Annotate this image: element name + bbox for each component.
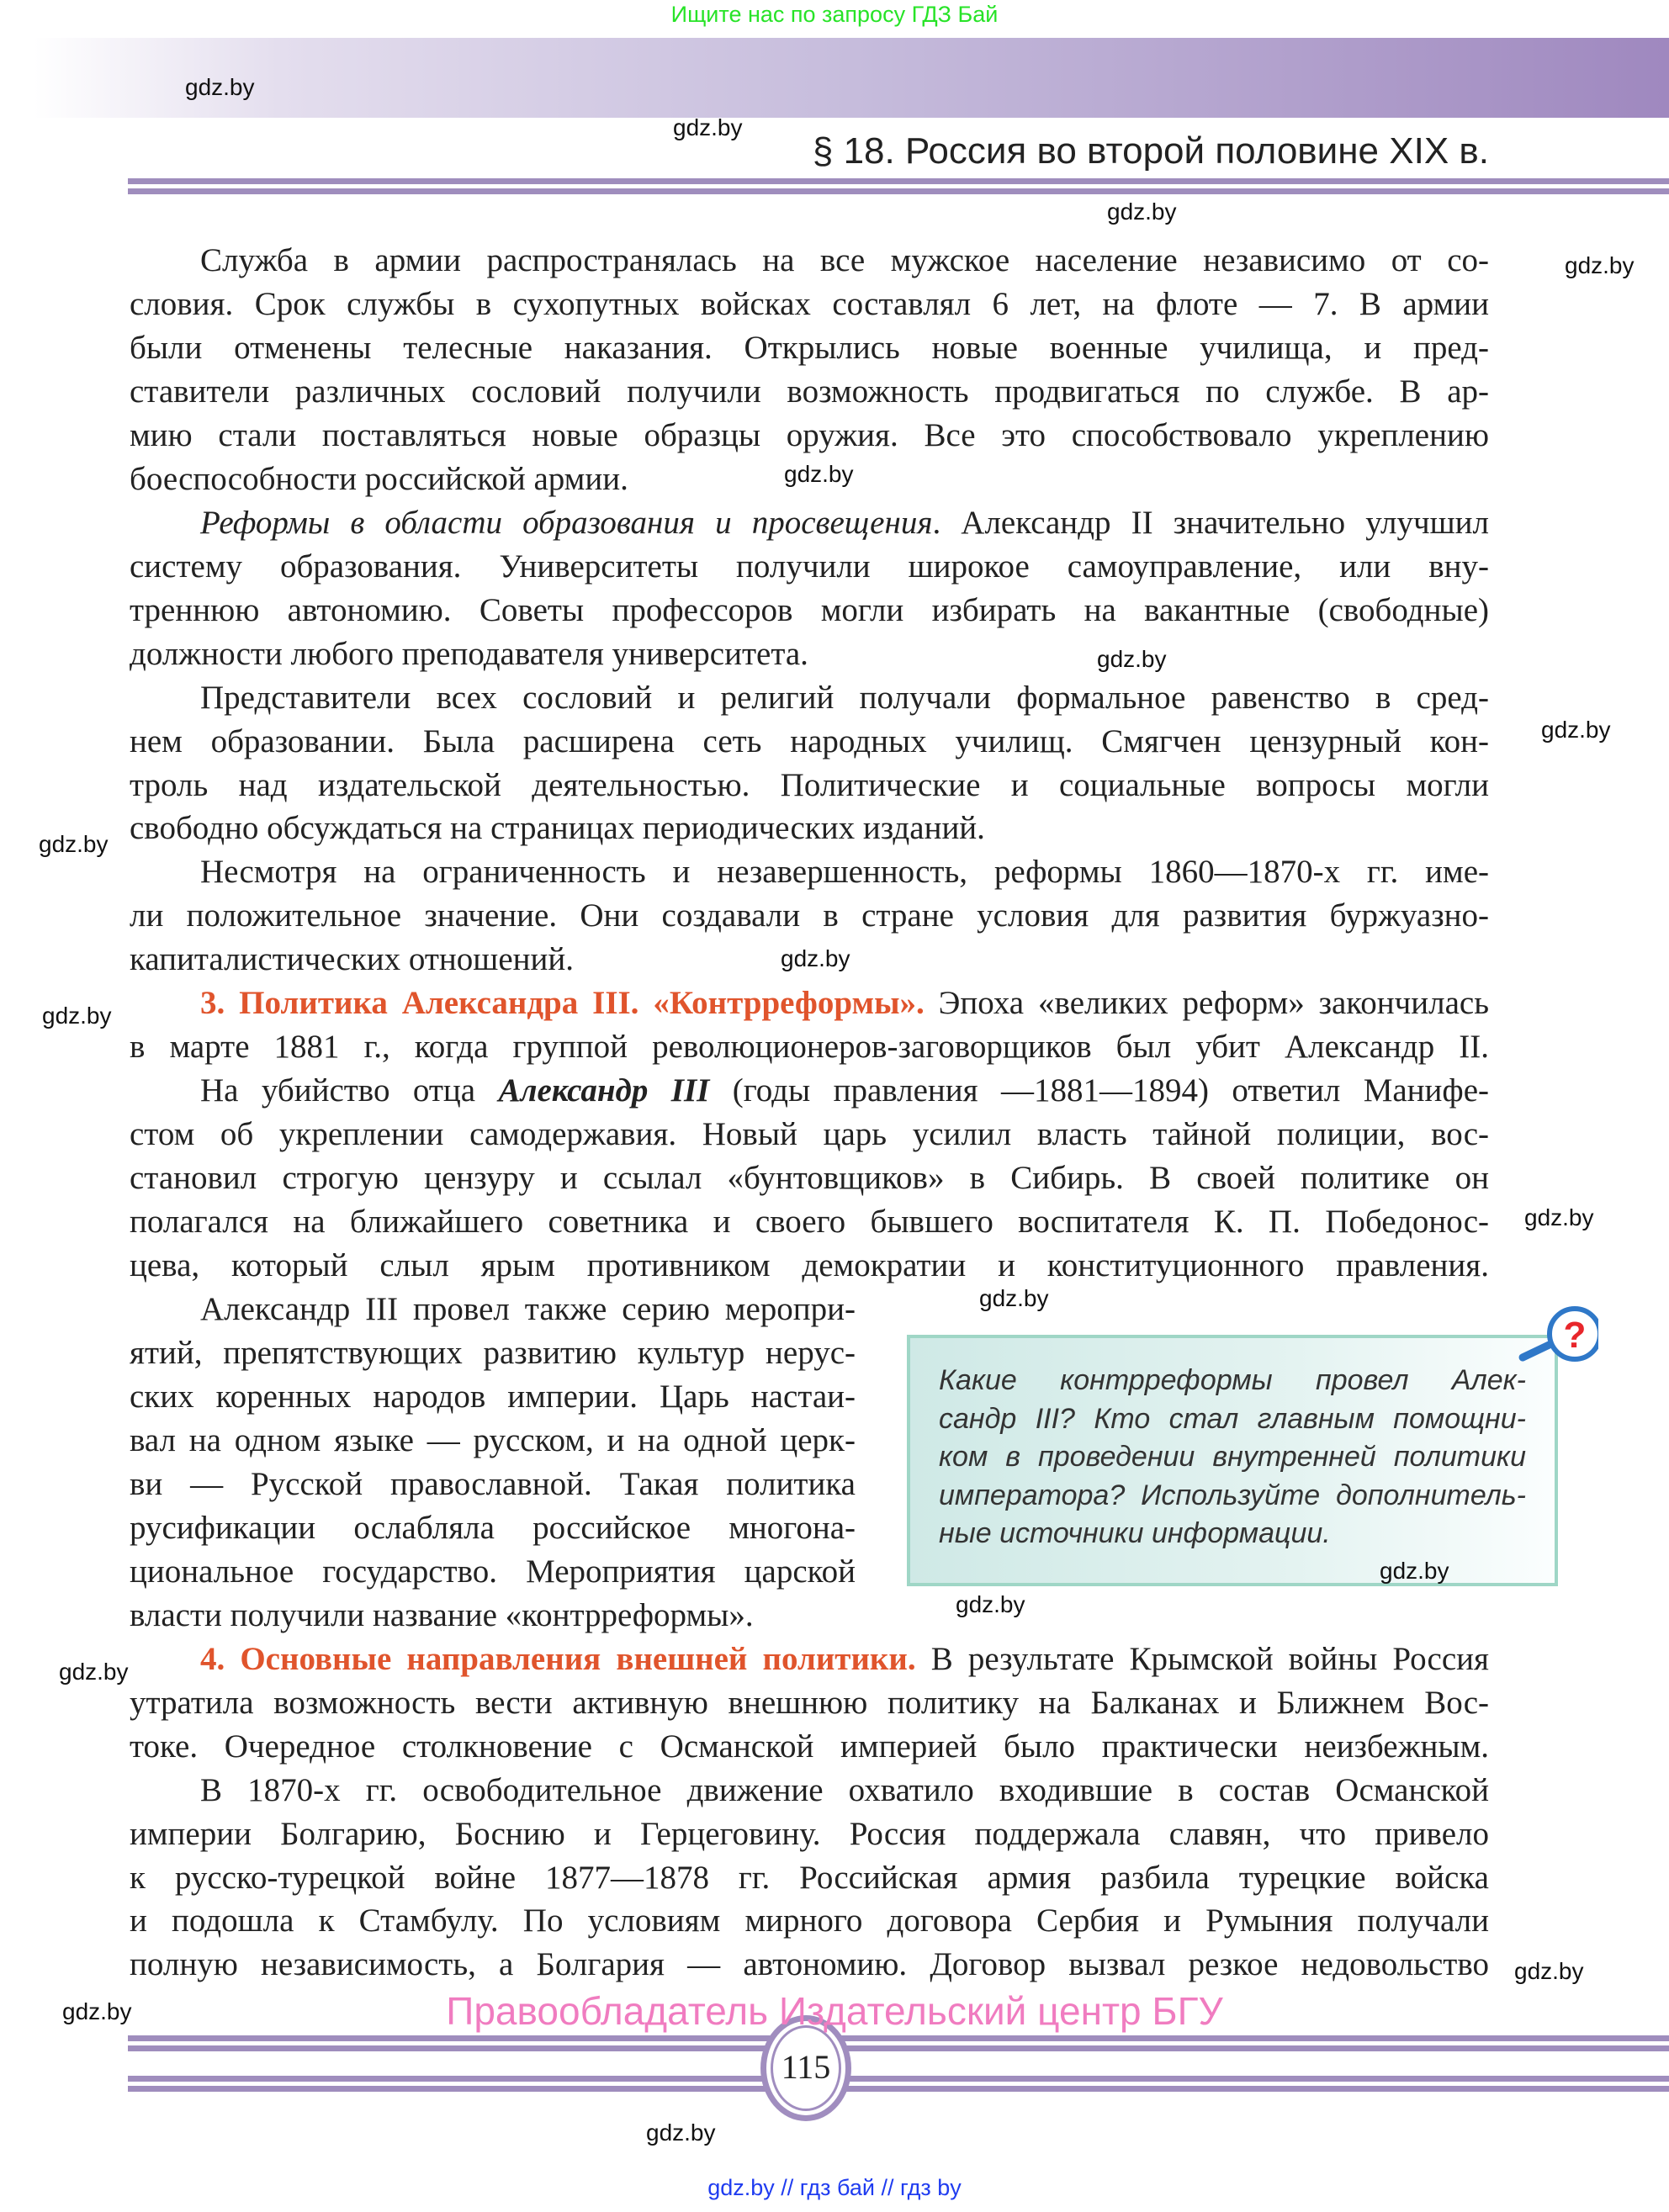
search-banner: Ищите нас по запросу ГДЗ Бай <box>670 2 999 27</box>
watermark: gdz.by <box>1541 717 1611 743</box>
text-segment: (годы правления —1881—1894) ответил Манифе- <box>709 1072 1489 1109</box>
text-segment: свободно обсуждаться на страницах периодических изданий. <box>130 810 985 847</box>
text-segment: Служба в армии распространялась на все мужское население независимо от со- <box>200 242 1489 278</box>
text-segment: систему образования. Университеты получили широкое самоуправление, или вну- <box>130 548 1489 585</box>
text-segment: ли положительное значение. Они создавали в стране условия для развития буржуазно- <box>130 897 1489 934</box>
text-line <box>130 807 1489 850</box>
footer-rule <box>128 2045 1669 2051</box>
page-number: 115 <box>781 2048 831 2086</box>
text-line <box>130 1244 1489 1288</box>
bottom-links[interactable]: gdz.by // гдз бай // гдз by <box>707 2175 962 2200</box>
text-line <box>130 982 1489 1025</box>
footer-rule <box>128 2035 1669 2041</box>
text-segment: стом об укреплении самодержавия. Новый царь усилил власть тайной полиции, вос- <box>130 1116 1489 1153</box>
text-segment: троль над издательской деятельностью. Политические и социальные вопросы могли <box>130 766 1489 803</box>
text-segment: ви — Русской православной. Такая политика <box>130 1465 856 1502</box>
text-line <box>130 894 1489 938</box>
text-line <box>130 676 1489 720</box>
watermark: gdz.by <box>42 1003 112 1029</box>
text-segment: В результате Крымской войны Россия <box>915 1640 1489 1677</box>
text-line <box>130 1506 856 1550</box>
text-line <box>130 1681 1489 1725</box>
text-segment: Представители всех сословий и религий получали формальное равенство в сред- <box>200 679 1489 716</box>
watermark: gdz.by <box>1380 1558 1449 1584</box>
watermark: gdz.by <box>646 2119 716 2146</box>
text-line <box>130 1331 856 1375</box>
text-segment: Несмотря на ограниченность и незавершенность, реформы 1860—1870-х гг. име- <box>200 854 1489 891</box>
text-line <box>130 501 1489 545</box>
svg-text:?: ? <box>1563 1315 1587 1356</box>
emphasis-text: Реформы в области образования и просвещения <box>200 504 933 541</box>
text-segment: ставители различных сословий получили возможность продвигаться по службе. В ар- <box>130 373 1489 410</box>
text-segment: цева, который слыл ярым противником демократии и конституционного правления. <box>130 1247 1489 1284</box>
text-line <box>130 370 1489 414</box>
question-line: ные источники информации. <box>939 1517 1331 1549</box>
text-line <box>130 1156 1489 1200</box>
text-segment: к русско-турецкой войне 1877—1878 гг. Российская армия разбила турецкие войска <box>130 1859 1489 1896</box>
watermark: gdz.by <box>956 1591 1025 1617</box>
question-line: ком в проведении внутренней политики <box>939 1441 1526 1473</box>
text-line <box>130 632 1489 676</box>
section-heading: 3. Политика Александра III. «Контрреформы». <box>200 985 925 1022</box>
magnifier-question-icon <box>1514 1305 1598 1373</box>
text-segment: На убийство отца <box>200 1072 499 1109</box>
text-line <box>130 1200 1489 1244</box>
emphasis-text: Александр III <box>498 1072 710 1109</box>
text-segment: утратила возможность вести активную внешнюю политику на Балканах и Ближнем Вос- <box>130 1684 1489 1721</box>
footer-rule <box>128 2076 1669 2082</box>
watermark: gdz.by <box>62 1998 132 2024</box>
question-line: сандр III? Кто стал главным помощни- <box>939 1402 1526 1435</box>
text-line <box>130 1899 1489 1943</box>
text-line <box>130 1769 1489 1812</box>
text-line <box>130 720 1489 764</box>
question-line: Какие контрреформы провел Алек- <box>939 1364 1526 1396</box>
text-segment: полагался на ближайшего советника и своего бывшего воспитателя К. П. Победонос- <box>130 1204 1489 1241</box>
watermark: gdz.by <box>784 461 854 487</box>
watermark: gdz.by <box>1514 1958 1584 1984</box>
text-line <box>130 326 1489 370</box>
header-rule <box>128 178 1669 184</box>
text-segment: словия. Срок службы в сухопутных войсках составлял 6 лет, на флоте — 7. В армии <box>130 285 1489 322</box>
text-segment: боеспособности российской армии. <box>130 460 628 497</box>
text-line <box>130 1419 856 1463</box>
watermark: gdz.by <box>673 114 743 140</box>
watermark: gdz.by <box>979 1285 1049 1311</box>
watermark: gdz.by <box>185 74 255 100</box>
text-segment: и подошла к Стамбулу. По условиям мирного договора Сербия и Румыния получали <box>130 1902 1489 1939</box>
section-heading: 4. Основные направления внешней политики. <box>200 1640 916 1677</box>
text-segment: мию стали поставляться новые образцы оружия. Все это способствовало укреплению <box>130 416 1489 453</box>
text-line <box>130 283 1489 326</box>
text-line <box>130 239 1489 283</box>
text-line <box>130 764 1489 807</box>
text-segment: . Александр II значительно улучшил <box>932 504 1489 541</box>
text-line <box>130 1288 856 1331</box>
watermark: gdz.by <box>1565 252 1635 278</box>
text-line <box>130 1463 856 1506</box>
text-segment: власти получили название «контрреформы». <box>130 1596 754 1633</box>
header-rule <box>128 188 1669 194</box>
watermark: gdz.by <box>1107 198 1177 225</box>
text-segment: должности любого преподавателя университета. <box>130 635 808 672</box>
text-segment: Эпоха «великих реформ» закончилась <box>924 985 1489 1022</box>
text-segment: в марте 1881 г., когда группой революционеров-заговорщиков был убит Александр II. <box>130 1029 1489 1066</box>
text-segment: циональное государство. Мероприятия царской <box>130 1553 856 1590</box>
text-line <box>130 1550 856 1594</box>
text-segment: русификации ослабляла российское многона- <box>130 1509 856 1546</box>
text-line <box>130 1025 1489 1069</box>
text-line <box>130 1113 1489 1156</box>
text-segment: В 1870-х гг. освободительное движение охватило входившие в состав Османской <box>200 1771 1489 1808</box>
text-line <box>130 589 1489 632</box>
copyright-watermark: Правообладатель Издательский центр БГУ <box>446 1989 1223 2033</box>
text-line <box>130 1725 1489 1769</box>
text-segment: капиталистических отношений. <box>130 941 575 978</box>
text-line <box>130 545 1489 589</box>
text-line <box>130 850 1489 894</box>
text-segment: становил строгую цензуру и ссылал «бунтовщиков» в Сибирь. В своей политике он <box>130 1160 1489 1197</box>
text-segment: были отменены телесные наказания. Открылись новые военные училища, и пред- <box>130 329 1489 366</box>
text-line <box>130 1943 1489 1987</box>
watermark: gdz.by <box>1524 1204 1594 1230</box>
text-line <box>130 414 1489 458</box>
page-title: § 18. Россия во второй половине XIX в. <box>812 130 1489 172</box>
text-segment: нем образовании. Была расширена сеть народных училищ. Смягчен цензурный кон- <box>130 722 1489 759</box>
text-segment: вал на одном языке — русском, и на одной церк- <box>130 1421 856 1458</box>
text-line <box>130 1594 856 1638</box>
watermark: gdz.by <box>1097 646 1167 672</box>
text-segment: Александр III провел также серию меропри- <box>200 1291 856 1328</box>
header-band <box>34 38 1669 118</box>
text-segment: токе. Очередное столкновение с Османской империей было практически неизбежным. <box>130 1728 1489 1765</box>
text-line <box>130 1812 1489 1856</box>
text-line <box>130 1375 856 1419</box>
text-line <box>130 1069 1489 1113</box>
question-line: императора? Используйте дополнитель- <box>939 1479 1526 1511</box>
text-segment: полную независимость, а Болгария — автономию. Договор вызвал резкое недовольство <box>130 1946 1489 1983</box>
watermark: gdz.by <box>39 831 109 857</box>
text-segment: треннюю автономию. Советы профессоров могли избирать на вакантные (свободные) <box>130 591 1489 628</box>
text-segment: ских коренных народов империи. Царь настаи- <box>130 1378 856 1415</box>
watermark: gdz.by <box>59 1659 129 1685</box>
watermark: gdz.by <box>781 945 850 971</box>
text-segment: ятий, препятствующих развитию культур нерус- <box>130 1335 856 1371</box>
text-segment: империи Болгарию, Боснию и Герцеговину. Россия поддержала славян, что привело <box>130 1815 1489 1852</box>
text-line <box>130 1638 1489 1681</box>
text-line <box>130 1856 1489 1900</box>
footer-rule <box>128 2086 1669 2092</box>
